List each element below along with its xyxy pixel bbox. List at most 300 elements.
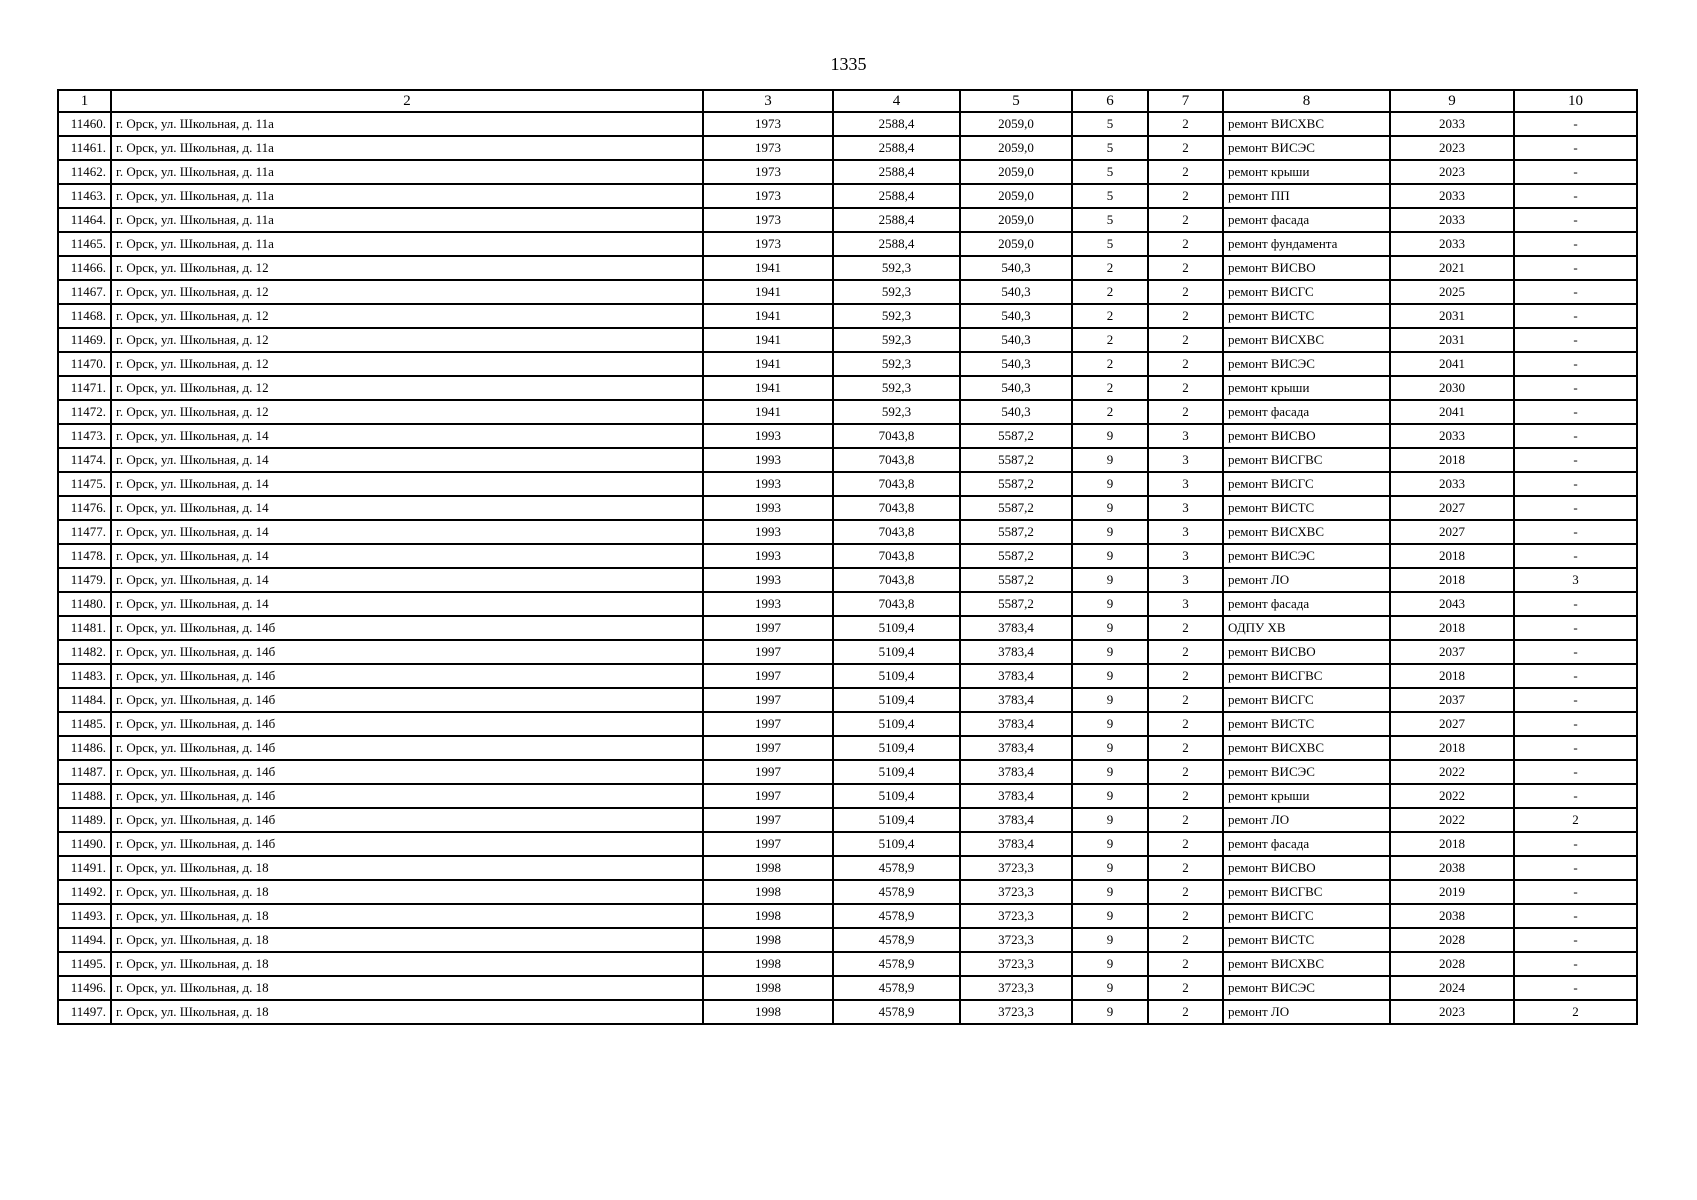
year-built: 1973	[703, 184, 833, 208]
table-row	[58, 352, 1637, 376]
living-area: 5587,2	[960, 544, 1072, 568]
table-row	[58, 640, 1637, 664]
living-area: 540,3	[960, 304, 1072, 328]
total-area: 7043,8	[833, 568, 960, 592]
work-type: ремонт ВИСГВС	[1223, 880, 1390, 904]
total-area: 7043,8	[833, 448, 960, 472]
row-number: 11493.	[58, 904, 111, 928]
work-type: ремонт ЛО	[1223, 568, 1390, 592]
living-area: 540,3	[960, 280, 1072, 304]
address: г. Орск, ул. Школьная, д. 11а	[111, 136, 703, 160]
living-area: 2059,0	[960, 232, 1072, 256]
row-number: 11481.	[58, 616, 111, 640]
column-10-value: -	[1514, 496, 1637, 520]
planned-year: 2041	[1390, 352, 1514, 376]
address: г. Орск, ул. Школьная, д. 14	[111, 448, 703, 472]
entrances: 3	[1148, 520, 1223, 544]
total-area: 5109,4	[833, 760, 960, 784]
address: г. Орск, ул. Школьная, д. 12	[111, 352, 703, 376]
living-area: 540,3	[960, 400, 1072, 424]
address: г. Орск, ул. Школьная, д. 11а	[111, 208, 703, 232]
table-row	[58, 928, 1637, 952]
entrances: 2	[1148, 376, 1223, 400]
planned-year: 2024	[1390, 976, 1514, 1000]
table-row	[58, 448, 1637, 472]
planned-year: 2018	[1390, 664, 1514, 688]
entrances: 2	[1148, 208, 1223, 232]
living-area: 5587,2	[960, 520, 1072, 544]
table-row	[58, 952, 1637, 976]
address: г. Орск, ул. Школьная, д. 18	[111, 952, 703, 976]
planned-year: 2023	[1390, 136, 1514, 160]
living-area: 5587,2	[960, 496, 1072, 520]
living-area: 3723,3	[960, 880, 1072, 904]
floors: 9	[1072, 808, 1148, 832]
entrances: 2	[1148, 712, 1223, 736]
work-type: ремонт фасада	[1223, 400, 1390, 424]
address: г. Орск, ул. Школьная, д. 18	[111, 856, 703, 880]
living-area: 2059,0	[960, 184, 1072, 208]
total-area: 4578,9	[833, 952, 960, 976]
work-type: ремонт ВИСЭС	[1223, 352, 1390, 376]
living-area: 3723,3	[960, 856, 1072, 880]
year-built: 1998	[703, 952, 833, 976]
work-type: ремонт ВИСТС	[1223, 496, 1390, 520]
floors: 5	[1072, 232, 1148, 256]
planned-year: 2028	[1390, 952, 1514, 976]
address: г. Орск, ул. Школьная, д. 18	[111, 880, 703, 904]
page-number: 1335	[830, 54, 867, 74]
column-header: 4	[833, 90, 960, 112]
address: г. Орск, ул. Школьная, д. 12	[111, 376, 703, 400]
table-row	[58, 544, 1637, 568]
table-row	[58, 688, 1637, 712]
living-area: 3723,3	[960, 928, 1072, 952]
column-10-value: -	[1514, 376, 1637, 400]
address: г. Орск, ул. Школьная, д. 11а	[111, 112, 703, 136]
floors: 9	[1072, 832, 1148, 856]
entrances: 3	[1148, 592, 1223, 616]
table-row	[58, 832, 1637, 856]
entrances: 2	[1148, 328, 1223, 352]
row-number: 11476.	[58, 496, 111, 520]
column-10-value: -	[1514, 328, 1637, 352]
work-type: ремонт ВИСВО	[1223, 640, 1390, 664]
year-built: 1973	[703, 112, 833, 136]
column-10-value: -	[1514, 136, 1637, 160]
table-row	[58, 712, 1637, 736]
entrances: 3	[1148, 568, 1223, 592]
year-built: 1997	[703, 616, 833, 640]
work-type: ремонт ВИСХВС	[1223, 952, 1390, 976]
table-row	[58, 376, 1637, 400]
total-area: 4578,9	[833, 928, 960, 952]
table-body	[58, 112, 1637, 1024]
work-type: ремонт ВИСГС	[1223, 472, 1390, 496]
column-10-value: -	[1514, 592, 1637, 616]
floors: 9	[1072, 928, 1148, 952]
address: г. Орск, ул. Школьная, д. 14	[111, 568, 703, 592]
year-built: 1973	[703, 160, 833, 184]
entrances: 2	[1148, 976, 1223, 1000]
work-type: ремонт ВИСХВС	[1223, 520, 1390, 544]
floors: 9	[1072, 472, 1148, 496]
year-built: 1997	[703, 664, 833, 688]
table-row	[58, 280, 1637, 304]
floors: 9	[1072, 592, 1148, 616]
column-10-value: -	[1514, 472, 1637, 496]
year-built: 1998	[703, 1000, 833, 1024]
entrances: 2	[1148, 832, 1223, 856]
floors: 9	[1072, 1000, 1148, 1024]
row-number: 11465.	[58, 232, 111, 256]
floors: 2	[1072, 376, 1148, 400]
column-header: 9	[1390, 90, 1514, 112]
planned-year: 2018	[1390, 832, 1514, 856]
floors: 2	[1072, 304, 1148, 328]
total-area: 5109,4	[833, 640, 960, 664]
row-number: 11472.	[58, 400, 111, 424]
column-10-value: -	[1514, 304, 1637, 328]
total-area: 592,3	[833, 328, 960, 352]
living-area: 540,3	[960, 352, 1072, 376]
work-type: ремонт фасада	[1223, 592, 1390, 616]
planned-year: 2023	[1390, 160, 1514, 184]
year-built: 1993	[703, 448, 833, 472]
living-area: 3783,4	[960, 808, 1072, 832]
floors: 9	[1072, 976, 1148, 1000]
table-row	[58, 784, 1637, 808]
address: г. Орск, ул. Школьная, д. 18	[111, 976, 703, 1000]
living-area: 2059,0	[960, 208, 1072, 232]
year-built: 1998	[703, 856, 833, 880]
column-10-value: -	[1514, 232, 1637, 256]
row-number: 11478.	[58, 544, 111, 568]
year-built: 1941	[703, 256, 833, 280]
header-row	[58, 90, 1637, 112]
total-area: 5109,4	[833, 736, 960, 760]
entrances: 2	[1148, 352, 1223, 376]
year-built: 1998	[703, 976, 833, 1000]
work-type: ремонт ВИСВО	[1223, 856, 1390, 880]
entrances: 2	[1148, 952, 1223, 976]
work-type: ремонт ВИСЭС	[1223, 976, 1390, 1000]
address: г. Орск, ул. Школьная, д. 12	[111, 400, 703, 424]
floors: 9	[1072, 568, 1148, 592]
row-number: 11460.	[58, 112, 111, 136]
table-row	[58, 424, 1637, 448]
planned-year: 2033	[1390, 112, 1514, 136]
column-10-value: -	[1514, 544, 1637, 568]
row-number: 11466.	[58, 256, 111, 280]
living-area: 3723,3	[960, 952, 1072, 976]
table-row	[58, 880, 1637, 904]
planned-year: 2033	[1390, 208, 1514, 232]
year-built: 1997	[703, 712, 833, 736]
work-type: ремонт ВИСТС	[1223, 712, 1390, 736]
planned-year: 2037	[1390, 640, 1514, 664]
total-area: 592,3	[833, 400, 960, 424]
column-10-value: -	[1514, 256, 1637, 280]
living-area: 3783,4	[960, 784, 1072, 808]
row-number: 11480.	[58, 592, 111, 616]
row-number: 11469.	[58, 328, 111, 352]
table-row	[58, 136, 1637, 160]
address: г. Орск, ул. Школьная, д. 11а	[111, 232, 703, 256]
planned-year: 2038	[1390, 904, 1514, 928]
entrances: 2	[1148, 280, 1223, 304]
entrances: 2	[1148, 232, 1223, 256]
entrances: 2	[1148, 400, 1223, 424]
column-10-value: -	[1514, 976, 1637, 1000]
total-area: 5109,4	[833, 616, 960, 640]
work-type: ремонт ВИСЭС	[1223, 760, 1390, 784]
address: г. Орск, ул. Школьная, д. 14	[111, 520, 703, 544]
column-10-value: -	[1514, 952, 1637, 976]
table-row	[58, 160, 1637, 184]
floors: 9	[1072, 640, 1148, 664]
planned-year: 2018	[1390, 568, 1514, 592]
planned-year: 2030	[1390, 376, 1514, 400]
living-area: 5587,2	[960, 448, 1072, 472]
living-area: 3723,3	[960, 1000, 1072, 1024]
table-row	[58, 976, 1637, 1000]
planned-year: 2031	[1390, 328, 1514, 352]
total-area: 7043,8	[833, 592, 960, 616]
column-10-value: -	[1514, 112, 1637, 136]
planned-year: 2041	[1390, 400, 1514, 424]
floors: 9	[1072, 712, 1148, 736]
entrances: 2	[1148, 184, 1223, 208]
address: г. Орск, ул. Школьная, д. 14б	[111, 712, 703, 736]
address: г. Орск, ул. Школьная, д. 14б	[111, 736, 703, 760]
year-built: 1998	[703, 928, 833, 952]
year-built: 1997	[703, 688, 833, 712]
column-10-value: -	[1514, 184, 1637, 208]
entrances: 3	[1148, 448, 1223, 472]
planned-year: 2027	[1390, 520, 1514, 544]
floors: 9	[1072, 496, 1148, 520]
living-area: 3783,4	[960, 832, 1072, 856]
year-built: 1993	[703, 520, 833, 544]
row-number: 11489.	[58, 808, 111, 832]
entrances: 2	[1148, 904, 1223, 928]
column-10-value: 2	[1514, 1000, 1637, 1024]
planned-year: 2027	[1390, 496, 1514, 520]
column-header: 7	[1148, 90, 1223, 112]
total-area: 7043,8	[833, 520, 960, 544]
total-area: 2588,4	[833, 208, 960, 232]
living-area: 5587,2	[960, 568, 1072, 592]
work-type: ремонт ВИСГВС	[1223, 448, 1390, 472]
planned-year: 2018	[1390, 544, 1514, 568]
planned-year: 2018	[1390, 616, 1514, 640]
year-built: 1941	[703, 328, 833, 352]
planned-year: 2027	[1390, 712, 1514, 736]
year-built: 1998	[703, 880, 833, 904]
column-10-value: -	[1514, 832, 1637, 856]
address: г. Орск, ул. Школьная, д. 14б	[111, 640, 703, 664]
column-10-value: -	[1514, 856, 1637, 880]
address: г. Орск, ул. Школьная, д. 14б	[111, 760, 703, 784]
living-area: 540,3	[960, 376, 1072, 400]
work-type: ремонт ВИСГС	[1223, 280, 1390, 304]
table-row	[58, 304, 1637, 328]
living-area: 3723,3	[960, 904, 1072, 928]
entrances: 2	[1148, 880, 1223, 904]
year-built: 1973	[703, 208, 833, 232]
work-type: ремонт крыши	[1223, 784, 1390, 808]
total-area: 5109,4	[833, 832, 960, 856]
column-10-value: -	[1514, 640, 1637, 664]
table-row	[58, 208, 1637, 232]
entrances: 2	[1148, 736, 1223, 760]
total-area: 7043,8	[833, 472, 960, 496]
floors: 5	[1072, 136, 1148, 160]
planned-year: 2028	[1390, 928, 1514, 952]
floors: 9	[1072, 856, 1148, 880]
row-number: 11468.	[58, 304, 111, 328]
work-type: ремонт ЛО	[1223, 1000, 1390, 1024]
floors: 5	[1072, 184, 1148, 208]
year-built: 1941	[703, 304, 833, 328]
floors: 9	[1072, 520, 1148, 544]
living-area: 3783,4	[960, 712, 1072, 736]
address: г. Орск, ул. Школьная, д. 14б	[111, 832, 703, 856]
column-header: 10	[1514, 90, 1637, 112]
address: г. Орск, ул. Школьная, д. 14б	[111, 784, 703, 808]
year-built: 1993	[703, 424, 833, 448]
address: г. Орск, ул. Школьная, д. 14	[111, 592, 703, 616]
entrances: 2	[1148, 160, 1223, 184]
address: г. Орск, ул. Школьная, д. 14б	[111, 616, 703, 640]
column-10-value: -	[1514, 736, 1637, 760]
entrances: 2	[1148, 640, 1223, 664]
column-10-value: -	[1514, 520, 1637, 544]
living-area: 3783,4	[960, 688, 1072, 712]
floors: 9	[1072, 688, 1148, 712]
year-built: 1998	[703, 904, 833, 928]
column-10-value: -	[1514, 352, 1637, 376]
column-10-value: -	[1514, 760, 1637, 784]
living-area: 3783,4	[960, 640, 1072, 664]
table-row	[58, 736, 1637, 760]
floors: 5	[1072, 112, 1148, 136]
entrances: 3	[1148, 496, 1223, 520]
work-type: ремонт ВИСТС	[1223, 304, 1390, 328]
work-type: ремонт ВИСХВС	[1223, 736, 1390, 760]
planned-year: 2022	[1390, 784, 1514, 808]
row-number: 11497.	[58, 1000, 111, 1024]
total-area: 2588,4	[833, 184, 960, 208]
address: г. Орск, ул. Школьная, д. 18	[111, 928, 703, 952]
registry-table	[57, 89, 1638, 1025]
planned-year: 2033	[1390, 232, 1514, 256]
total-area: 592,3	[833, 256, 960, 280]
floors: 5	[1072, 208, 1148, 232]
planned-year: 2019	[1390, 880, 1514, 904]
table-row	[58, 1000, 1637, 1024]
row-number: 11470.	[58, 352, 111, 376]
total-area: 4578,9	[833, 856, 960, 880]
column-header: 5	[960, 90, 1072, 112]
entrances: 3	[1148, 424, 1223, 448]
year-built: 1993	[703, 544, 833, 568]
address: г. Орск, ул. Школьная, д. 14б	[111, 688, 703, 712]
work-type: ремонт ВИСТС	[1223, 928, 1390, 952]
row-number: 11462.	[58, 160, 111, 184]
year-built: 1997	[703, 640, 833, 664]
planned-year: 2038	[1390, 856, 1514, 880]
year-built: 1941	[703, 400, 833, 424]
total-area: 592,3	[833, 352, 960, 376]
table-row	[58, 856, 1637, 880]
planned-year: 2037	[1390, 688, 1514, 712]
row-number: 11483.	[58, 664, 111, 688]
floors: 2	[1072, 280, 1148, 304]
total-area: 5109,4	[833, 808, 960, 832]
planned-year: 2018	[1390, 736, 1514, 760]
planned-year: 2021	[1390, 256, 1514, 280]
entrances: 2	[1148, 1000, 1223, 1024]
total-area: 2588,4	[833, 136, 960, 160]
living-area: 5587,2	[960, 424, 1072, 448]
total-area: 4578,9	[833, 1000, 960, 1024]
floors: 9	[1072, 952, 1148, 976]
row-number: 11475.	[58, 472, 111, 496]
entrances: 2	[1148, 856, 1223, 880]
column-10-value: -	[1514, 688, 1637, 712]
planned-year: 2023	[1390, 1000, 1514, 1024]
total-area: 4578,9	[833, 976, 960, 1000]
floors: 9	[1072, 544, 1148, 568]
work-type: ремонт фасада	[1223, 832, 1390, 856]
year-built: 1997	[703, 832, 833, 856]
year-built: 1993	[703, 472, 833, 496]
planned-year: 2043	[1390, 592, 1514, 616]
living-area: 2059,0	[960, 136, 1072, 160]
living-area: 3783,4	[960, 760, 1072, 784]
row-number: 11482.	[58, 640, 111, 664]
column-header: 8	[1223, 90, 1390, 112]
work-type: ремонт ВИСЭС	[1223, 136, 1390, 160]
address: г. Орск, ул. Школьная, д. 14б	[111, 664, 703, 688]
row-number: 11463.	[58, 184, 111, 208]
floors: 2	[1072, 256, 1148, 280]
year-built: 1997	[703, 784, 833, 808]
planned-year: 2033	[1390, 424, 1514, 448]
column-header: 6	[1072, 90, 1148, 112]
total-area: 5109,4	[833, 688, 960, 712]
column-10-value: -	[1514, 448, 1637, 472]
address: г. Орск, ул. Школьная, д. 11а	[111, 160, 703, 184]
address: г. Орск, ул. Школьная, д. 12	[111, 328, 703, 352]
planned-year: 2018	[1390, 448, 1514, 472]
row-number: 11496.	[58, 976, 111, 1000]
row-number: 11467.	[58, 280, 111, 304]
address: г. Орск, ул. Школьная, д. 18	[111, 904, 703, 928]
column-10-value: -	[1514, 280, 1637, 304]
address: г. Орск, ул. Школьная, д. 14	[111, 544, 703, 568]
entrances: 2	[1148, 760, 1223, 784]
column-10-value: -	[1514, 880, 1637, 904]
total-area: 592,3	[833, 280, 960, 304]
column-header: 3	[703, 90, 833, 112]
total-area: 2588,4	[833, 160, 960, 184]
floors: 2	[1072, 400, 1148, 424]
table-row	[58, 256, 1637, 280]
year-built: 1941	[703, 352, 833, 376]
